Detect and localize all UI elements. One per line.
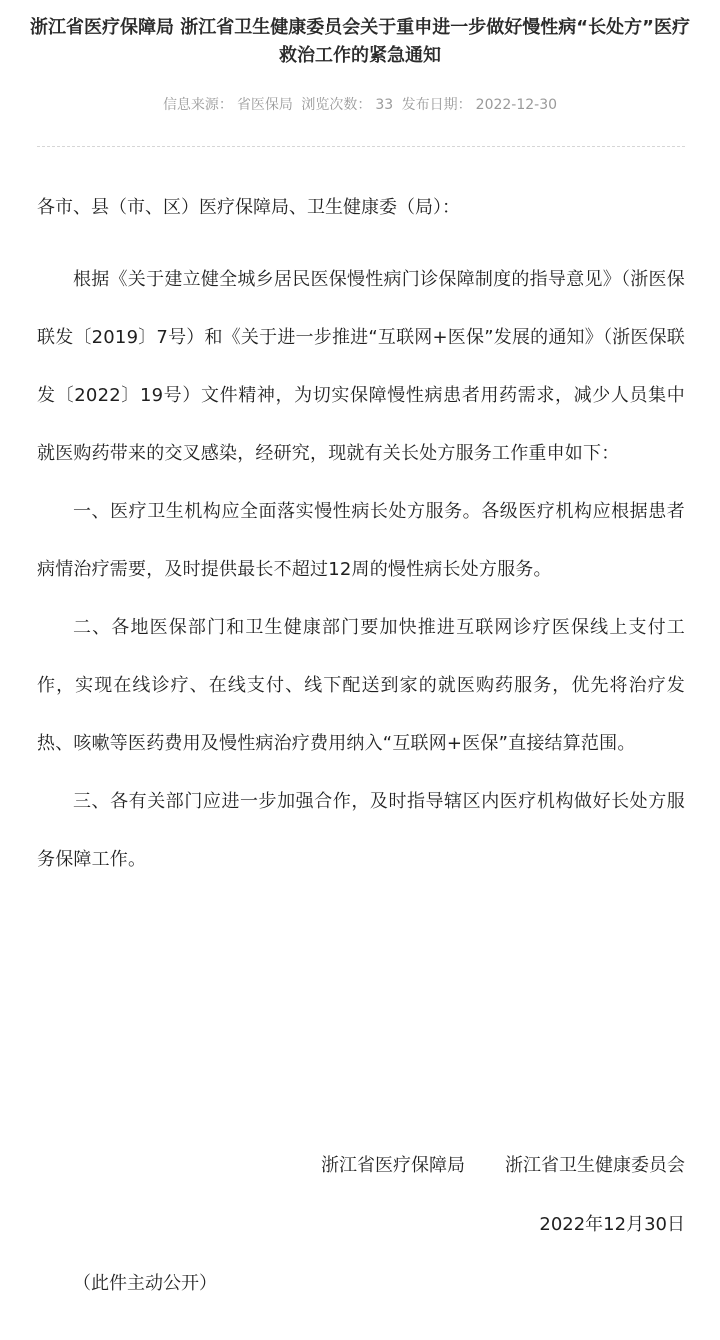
paragraph-item-1: 一、医疗卫生机构应全面落实慢性病长处方服务。各级医疗机构应根据患者病情治疗需要，及时提供最长不超过12周的慢性病长处方服务。 <box>37 501 685 580</box>
views-count: 33 <box>375 97 394 113</box>
signatory-health-commission: 浙江省卫生健康委员会 <box>505 1155 685 1176</box>
paragraph-item-2: 二、各地医保部门和卫生健康部门要加快推进互联网诊疗医保线上支付工作，实现在线诊疗、在线支付、线下配送到家的就医购药服务，优先将治疗发热、咳嗽等医药费用及慢性病治疗费用纳入“互联网+医保”直接结算范围。 <box>37 617 685 754</box>
page-title: 浙江省医疗保障局 浙江省卫生健康委员会关于重申进一步做好慢性病“长处方”医疗救治工作的紧急通知 <box>30 17 690 66</box>
sign-date: 2022年12月30日 <box>539 1214 685 1235</box>
article-meta <box>30 95 690 115</box>
source-value: 省医保局 <box>236 97 293 113</box>
document-body <box>37 251 685 889</box>
paragraph-item-3: 三、各有关部门应进一步加强合作，及时指导辖区内医疗机构做好长处方服务保障工作。 <box>37 791 685 870</box>
views-label: 浏览次数： <box>301 97 372 113</box>
salutation: 各市、县（市、区）医疗保障局、卫生健康委（局）： <box>37 197 460 218</box>
public-note: （此件主动公开） <box>73 1273 217 1294</box>
header-divider <box>37 146 685 147</box>
date-label: 发布日期： <box>401 97 472 113</box>
publish-date: 2022-12-30 <box>475 97 558 113</box>
signatory-medical-security-bureau: 浙江省医疗保障局 <box>321 1155 465 1176</box>
signatories <box>321 1151 685 1181</box>
paragraph-intro: 根据《关于建立健全城乡居民医保慢性病门诊保障制度的指导意见》（浙医保联发〔2019〕7号）和《关于进一步推进“互联网+医保”发展的通知》（浙医保联发〔2022〕19号）文件精神，为切实保障慢性病患者用药需求，减少人员集中就医购药带来的交叉感染，经研究，现就有关长处方服务工作重申如下： <box>37 269 685 464</box>
source-label: 信息来源： <box>162 97 233 113</box>
